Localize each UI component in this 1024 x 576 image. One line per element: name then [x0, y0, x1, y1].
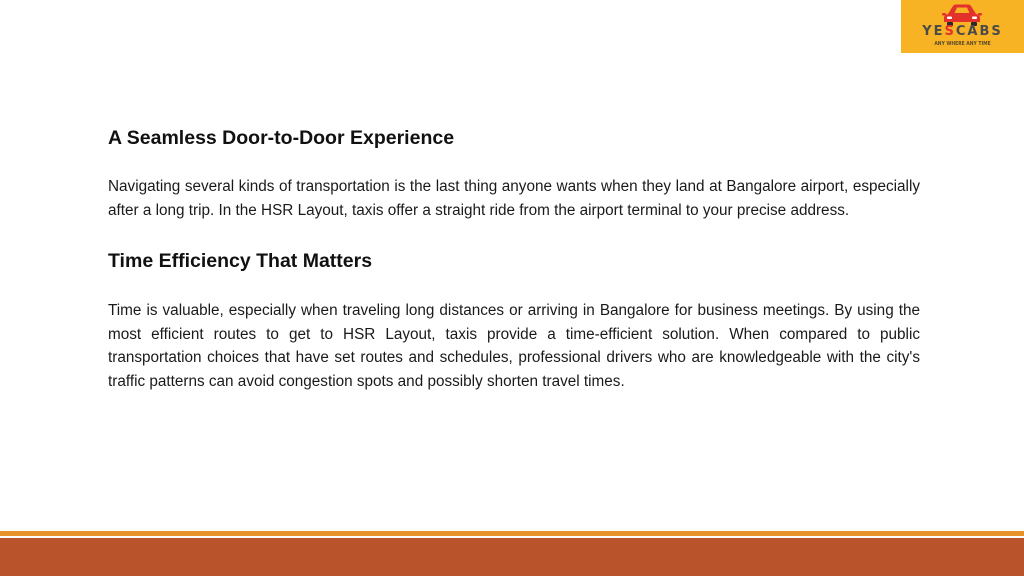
slide-content	[108, 124, 920, 393]
yescabs-logo	[901, 0, 1024, 53]
section-body-time-efficiency: Time is valuable, especially when traveling long distances or arriving in Bangalore for business meetings. By using the most efficient routes to get to HSR Layout, taxis provide a time-efficient solution. When compared to public transportation choices that have set routes and schedules, professional drivers who are knowledgeable with the city's traffic patterns can avoid congestion spots and possibly shorten travel times.	[108, 302, 920, 390]
footer-accent-line	[0, 531, 1024, 536]
logo-wordmark: YESCABS	[922, 24, 1003, 39]
section-heading-time-efficiency: Time Efficiency That Matters	[108, 250, 373, 272]
logo-tagline: ANY WHERE ANY TIME	[934, 41, 991, 47]
section-body-door-to-door: Navigating several kinds of transportation is the last thing anyone wants when they land at Bangalore airport, especially after a long trip. In the HSR Layout, taxis offer a straight ride from the airport terminal to your precise address.	[108, 178, 920, 219]
footer-band	[0, 538, 1024, 576]
section-heading-door-to-door: A Seamless Door-to-Door Experience	[108, 127, 455, 149]
